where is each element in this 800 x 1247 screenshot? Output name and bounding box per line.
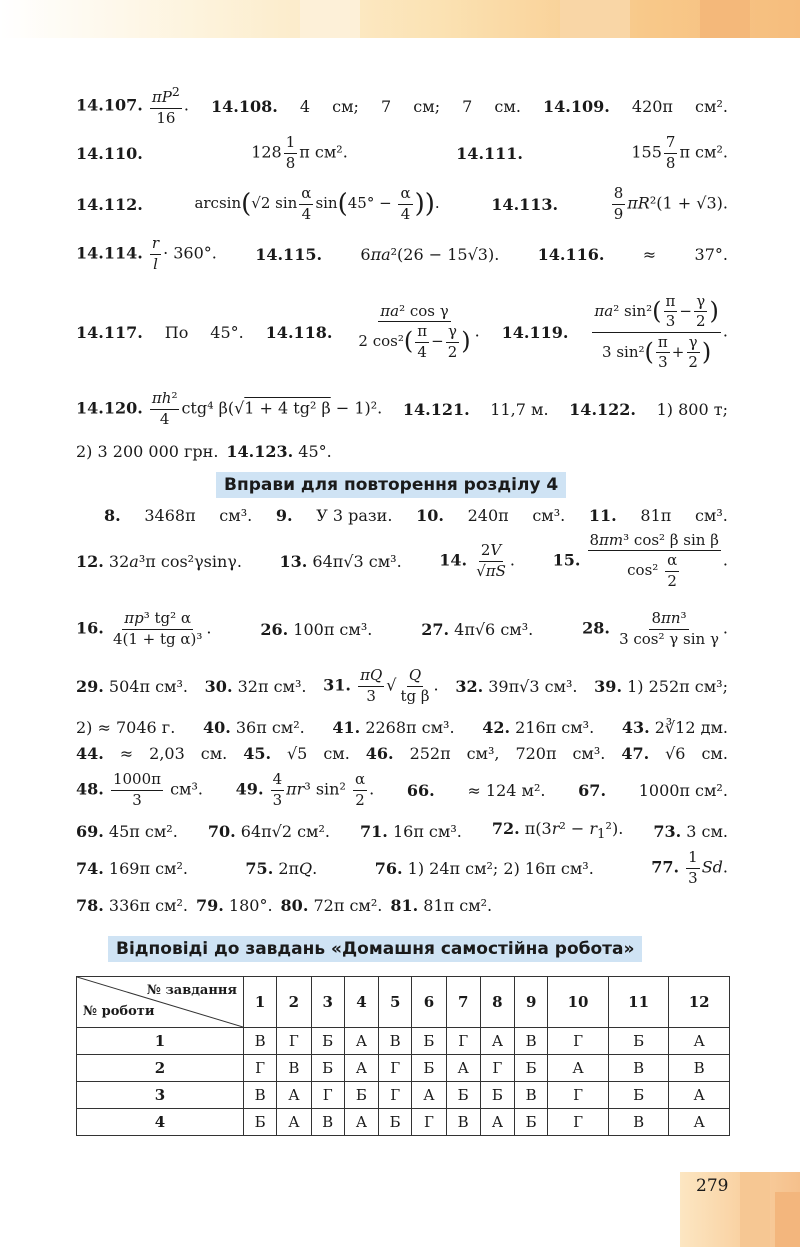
- answer-line-review-44: 44. ≈ 2,03 см. 45. √5 см. 46. 252π см³, 720π см³. 47. √6 см.: [76, 743, 728, 763]
- answer-cell: А: [669, 1028, 730, 1055]
- answer-line-review-2: 2) ≈ 7046 г. 40. 36π см². 41. 2268π см³. 42. 216π см³. 43. 2∛12 дм.: [76, 717, 728, 737]
- answer-cell: Б: [244, 1109, 277, 1136]
- answer-line-14-120: 14.120. $\frac{\text{πh²}}{4}$ ctg⁴ β(√1 + 4 tg² β − 1)². 14.121. 11,7 м. 14.122. 1) 800 т;: [76, 389, 728, 428]
- table-row: [77, 1055, 730, 1082]
- answer-cell: В: [311, 1109, 344, 1136]
- task-number: 7: [446, 977, 480, 1028]
- table-row: [77, 1028, 730, 1055]
- answer-cell: В: [244, 1028, 277, 1055]
- section-title-review: Вправи для повторення розділу 4: [216, 472, 566, 498]
- answer-cell: В: [515, 1082, 548, 1109]
- answer-cell: Б: [480, 1082, 514, 1109]
- answer-cell: А: [344, 1109, 378, 1136]
- answer-line-review-29: 29. 504π см³. 30. 32π см³. 31. $\frac{\pi Q}{3}$ √ $\frac{Q}{\text{tg β}}$ . 32. 39π√3 см³. 39. 1) 252π см³;: [76, 666, 728, 705]
- answer-cell: А: [344, 1055, 378, 1082]
- answer-cell: Б: [344, 1082, 378, 1109]
- answer-cell: Г: [548, 1109, 609, 1136]
- answer-cell: Г: [277, 1028, 311, 1055]
- answer-line-14-122-cont: 2) 3 200 000 грн. 14.123. 45°.: [76, 441, 332, 461]
- answer-cell: Г: [548, 1082, 609, 1109]
- answer-cell: Б: [311, 1028, 344, 1055]
- answer-cell: Г: [311, 1082, 344, 1109]
- table-row: [77, 1082, 730, 1109]
- answer-cell: В: [446, 1109, 480, 1136]
- answer-cell: А: [277, 1082, 311, 1109]
- task-number: 6: [412, 977, 446, 1028]
- task-number: 4: [344, 977, 378, 1028]
- answer-cell: В: [669, 1055, 730, 1082]
- answer-line-14-117: 14.117. По 45°. 14.118. πa² cos γ 2 cos²( $\frac{\pi}{4}$ − $\frac{\gamma}{2}$ ) . 14.119. πa² sin²( $\frac{\pi}{3}$ − $\frac{\gamma}{2}$ ) 3 sin²( $\frac{\pi}{3}$ + $\frac{\gamma}{2}$ ) .: [76, 292, 728, 371]
- answer-cell: А: [669, 1109, 730, 1136]
- table-row: [77, 1109, 730, 1136]
- answer-line-14-110: 14.110. 128 $\frac{1}{8}$ π см². 14.111. 155 $\frac{7}{8}$ π см².: [76, 133, 728, 172]
- answer-line-review-69: 69. 45π см². 70. 64π√2 см². 71. 16π см³. 72. $\pi(3r^2 - r_1^2)$. 73. 3 см.: [76, 819, 728, 843]
- answer-line-review-74: 74. 169π см². 75. 2πQ. 76. 1) 24π см²; 2) 16π см³. 77. $\frac{1}{3}$ Sd.: [76, 848, 728, 887]
- work-number: 2: [77, 1055, 244, 1082]
- task-number: 3: [311, 977, 344, 1028]
- answer-cell: В: [515, 1028, 548, 1055]
- answers-table: [76, 976, 730, 1136]
- answer-line-review-16: 16. $\frac{\text{πp³ tg² α}}{\text{4(1 + tg α)³}}$ . 26. 100π см³. 27. 4π√6 см³. 28. $\frac{\text{8πn³}}{\text{3 cos² γ sin γ}}$ .: [76, 609, 728, 648]
- answer-cell: Г: [480, 1055, 514, 1082]
- answer-line-review-48: 48. $\frac{1000\pi}{3}$ см³. 49. $\frac{4}{3}$ πr³ sin² $\frac{\alpha}{2}$ . 66. ≈ 124 м². 67. 1000π см².: [76, 770, 728, 809]
- answer-cell: Б: [446, 1082, 480, 1109]
- answer-cell: А: [480, 1028, 514, 1055]
- answer-line-14-107: 14.107. $\frac{\pi P^2}{16}$ . 14.108. 4 см; 7 см; 7 см. 14.109. 420π см².: [76, 84, 728, 127]
- task-number: 9: [515, 977, 548, 1028]
- answer-cell: Б: [379, 1109, 412, 1136]
- corner-label-work: № роботи: [83, 1004, 155, 1019]
- answer-cell: А: [446, 1055, 480, 1082]
- answer-cell: Б: [608, 1082, 669, 1109]
- task-number: 5: [379, 977, 412, 1028]
- answer-line-14-112: 14.112. arcsin(√2 sin $\frac{\alpha}{4}$ sin(45° − $\frac{\alpha}{4}$ )). 14.113. $\frac{8}{9}$ πR²(1 + √3).: [76, 184, 728, 223]
- answer-line-review-78: 78. 336π см². 79. 180°. 80. 72π см². 81. 81π см².: [76, 895, 493, 915]
- page-number: 279: [696, 1176, 729, 1196]
- answer-cell: В: [244, 1082, 277, 1109]
- answer-cell: А: [412, 1082, 446, 1109]
- answer-cell: Г: [244, 1055, 277, 1082]
- answer-cell: Г: [412, 1109, 446, 1136]
- task-number: 1: [244, 977, 277, 1028]
- answer-cell: Г: [446, 1028, 480, 1055]
- answer-cell: Г: [379, 1082, 412, 1109]
- work-number: 3: [77, 1082, 244, 1109]
- task-number: 11: [608, 977, 669, 1028]
- answer-cell: Г: [548, 1028, 609, 1055]
- answer-cell: А: [669, 1082, 730, 1109]
- answer-cell: А: [548, 1055, 609, 1082]
- answer-line-review-8: 8. 3468π см³. 9. У 3 рази. 10. 240π см³. 11. 81π см³.: [104, 505, 728, 525]
- answer-line-review-12: 12. 32a³π cos²γsinγ. 13. 64π√3 см³. 14. $\frac{2V}{√\pi S}$ . 15. 8πm³ cos² β sin β cos² $\frac{\alpha}{2}$ .: [76, 531, 728, 590]
- task-number: 2: [277, 977, 311, 1028]
- section-title-home-work: Відповіді до завдань «Домашня самостійна робота»: [108, 936, 642, 962]
- top-decorative-strip: [0, 0, 800, 38]
- answer-cell: А: [277, 1109, 311, 1136]
- answer-cell: Г: [379, 1055, 412, 1082]
- answer-cell: А: [344, 1028, 378, 1055]
- answer-cell: В: [277, 1055, 311, 1082]
- table-corner-cell: [77, 977, 244, 1028]
- answer-cell: Б: [412, 1028, 446, 1055]
- answer-cell: Б: [515, 1109, 548, 1136]
- answer-cell: Б: [608, 1028, 669, 1055]
- answer-cell: В: [608, 1055, 669, 1082]
- answer-cell: Б: [412, 1055, 446, 1082]
- answer-cell: В: [608, 1109, 669, 1136]
- answer-cell: В: [379, 1028, 412, 1055]
- task-number: 8: [480, 977, 514, 1028]
- answer-cell: А: [480, 1109, 514, 1136]
- work-number: 1: [77, 1028, 244, 1055]
- work-number: 4: [77, 1109, 244, 1136]
- answer-cell: Б: [515, 1055, 548, 1082]
- task-number: 12: [669, 977, 730, 1028]
- answer-cell: Б: [311, 1055, 344, 1082]
- answer-line-14-114: 14.114. $\frac{r}{l}$ · 360°. 14.115. 6πa²(26 − 15√3). 14.116. ≈ 37°.: [76, 234, 728, 273]
- corner-label-task: № завдання: [146, 983, 237, 998]
- table-header-row: [77, 977, 730, 1028]
- task-number: 10: [548, 977, 609, 1028]
